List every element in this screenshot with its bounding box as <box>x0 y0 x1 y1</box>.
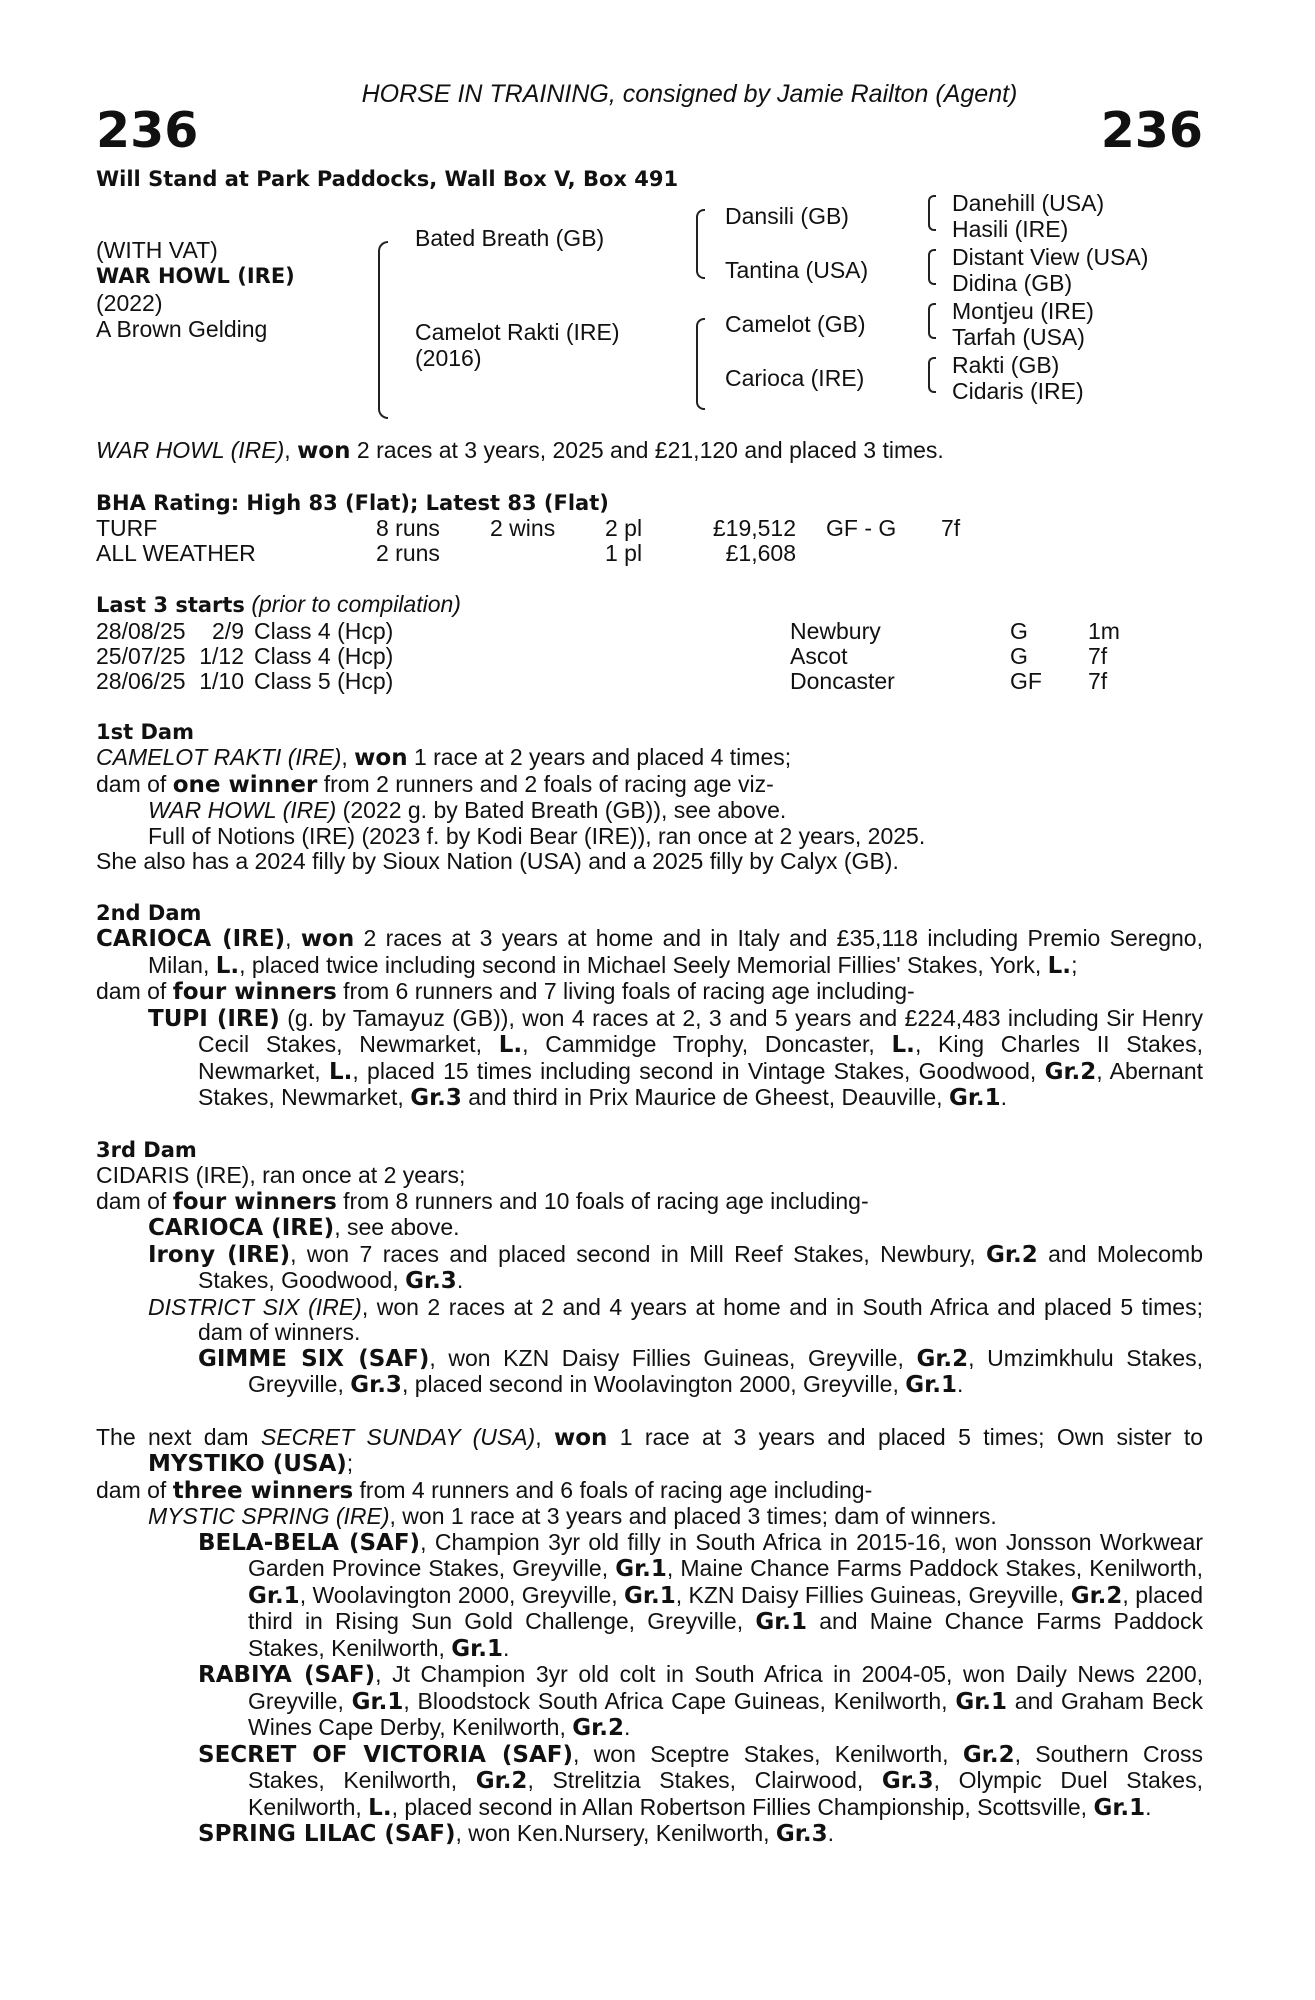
start-date: 28/08/25 <box>96 617 186 644</box>
vat-note: (WITH VAT) <box>96 237 218 263</box>
text-run: . <box>502 1634 510 1661</box>
grade-label: L. <box>328 1058 353 1085</box>
grade-label: Gr.3 <box>410 1085 462 1111</box>
grandsire-maternal: Camelot (GB) <box>725 311 866 337</box>
text-run: from 6 runners and 7 living foals of racing age including- <box>336 978 915 1004</box>
record-prize: £1,608 <box>725 540 796 566</box>
text-run: dam of <box>96 1187 173 1214</box>
text-run: , <box>535 1423 554 1450</box>
text-run: . <box>456 1267 464 1293</box>
gen3-ancestor-8: Cidaris (IRE) <box>952 378 1084 404</box>
first-dam-section: 1st Dam CAMELOT RAKTI (IRE), won 1 race at 2 years and placed 4 times; dam of one winner from 2 runners and 2 foals of racing age viz- WAR HOWL (IRE) (2022 g. by Bated Breath (GB)), see above. Full of Notions (IRE) (2023 f. by Kodi Bear (IRE)), ran once at 2 years, 2025. She also has a 2024 filly by Sioux Nation (USA) and a 2025 filly by Calyx (GB). <box>96 720 1203 875</box>
grade-label: L. <box>1047 952 1072 979</box>
consignor-header: HORSE IN TRAINING, consigned by Jamie Railton (Agent) <box>361 80 1018 108</box>
text-run: . <box>956 1371 964 1397</box>
text-run: , Strelitzia Stakes, Clairwood, <box>527 1767 882 1793</box>
grade-label: Gr.3 <box>350 1372 402 1398</box>
start-class: Class 5 (Hcp) <box>254 667 394 694</box>
won-label: won <box>300 926 355 952</box>
text-run: , won 2 races at 2 and 4 years at home and in South Africa and placed 5 times; dam of winners. <box>198 1293 1203 1345</box>
start-course: Doncaster <box>790 667 895 694</box>
granddam-paternal: Tantina (USA) <box>725 257 869 283</box>
table-row <box>96 644 1120 669</box>
table-row <box>96 619 1120 644</box>
gen3-ancestor-1: Danehill (USA) <box>952 190 1105 216</box>
grade-label: Gr.1 <box>1093 1794 1146 1821</box>
won-label: won <box>553 1424 608 1451</box>
dam-entry: CIDARIS (IRE), ran once at 2 years; <box>96 1162 466 1188</box>
record-runs: 2 runs <box>376 540 440 566</box>
text-run: , Umzimkhulu Stakes, Greyville, <box>248 1344 1204 1397</box>
text-run: ; <box>346 1450 354 1476</box>
summary-won: won <box>297 438 351 464</box>
table-row <box>96 516 960 541</box>
record-prize: £19,512 <box>712 515 796 541</box>
produce-name: RABIYA (SAF) <box>198 1662 376 1688</box>
grade-label: Gr.1 <box>351 1688 404 1715</box>
produce-name: CARIOCA (IRE) <box>148 1215 335 1241</box>
produce-note: She also has a 2024 filly by Sioux Nation (USA) and a 2025 filly by Calyx (GB). <box>96 848 899 874</box>
next-dam-section <box>96 1425 1203 1848</box>
text-run: dam of <box>96 1476 173 1503</box>
grade-label: L. <box>891 1032 915 1058</box>
dam-line-brace <box>696 318 705 410</box>
record-distance <box>941 541 960 566</box>
text-run: , Woolavington 2000, Greyville, <box>299 1581 625 1608</box>
table-row <box>96 669 1120 694</box>
bha-rating-heading: BHA Rating: High 83 (Flat); Latest 83 (Flat) <box>96 490 609 515</box>
record-runs: 8 runs <box>376 515 440 541</box>
text-run: , Jt Champion 3yr old colt in South Africa in 2004-05, won Daily News 2200, Greyville, <box>248 1661 1203 1714</box>
produce-name: SECRET OF VICTORIA (SAF) <box>198 1741 573 1768</box>
grade-label: Gr.1 <box>755 1609 807 1635</box>
second-dam-section: 2nd Dam CARIOCA (IRE), won 2 races at 3 years at home and in Italy and £35,118 including Premio Seregno, Milan, L., placed twice including second in Michael Seely Memorial Fillies' Stakes, York, L.; dam of four winners from 6 runners and 7 living foals of racing age including- TUPI (IRE) (g. by Tamayuz (GB)), won 4 races at 2, 3 and 5 years and £224,483 including Sir Henry Cecil Stakes, Newmarket, L., Cammidge Trophy, Doncaster, L., King Charles II Stakes, Newmarket, L., placed 15 times including second in Vintage Stakes, Goodwood, Gr.2, Abernant Stakes, Newmarket, Gr.3 and third in Prix Maurice de Gheest, Deauville, Gr.1. <box>96 900 1204 1111</box>
text-run: (g. by Tamayuz (GB)), won 4 races at 2, 3 and 5 years and £224,483 including Sir Henry Cecil Stakes, Newmarket, <box>198 1004 1204 1057</box>
record-surface: ALL WEATHER <box>96 540 256 566</box>
grade-label: L. <box>368 1794 392 1821</box>
grandsire-paternal: Dansili (GB) <box>725 203 849 229</box>
dam-name: SECRET SUNDAY (USA) <box>260 1423 536 1450</box>
text-run: , King Charles II Stakes, Newmarket, <box>198 1031 1203 1084</box>
record-surface: TURF <box>96 515 158 541</box>
rating-section <box>96 491 1203 567</box>
winners-count: four winners <box>172 1188 337 1215</box>
grade-label: Gr.2 <box>1070 1582 1123 1609</box>
produce-text: (2022 g. by Bated Breath (GB)), see above. <box>336 797 787 823</box>
gen3-ancestor-3: Distant View (USA) <box>952 244 1149 270</box>
dam-record: 1 race at 2 years and placed 4 times; <box>407 744 792 770</box>
dam-year: (2016) <box>415 345 482 371</box>
text-run: . <box>623 1714 631 1740</box>
gen3-ancestor-6: Tarfah (USA) <box>952 324 1085 350</box>
gen3-ancestor-2: Hasili (IRE) <box>952 216 1069 242</box>
grade-label: Gr.2 <box>986 1241 1038 1268</box>
sibling-name: MYSTIKO (USA) <box>148 1451 347 1477</box>
start-going: GF <box>1010 667 1042 694</box>
text-run: from 4 runners and 6 foals of racing age including- <box>353 1476 873 1503</box>
third-dam-section <box>96 1138 1203 1399</box>
pedigree-table <box>96 191 1203 416</box>
grade-label: Gr.1 <box>955 1688 1007 1715</box>
produce-name: DISTRICT SIX (IRE) <box>148 1293 362 1320</box>
text-run: , Maine Chance Farms Paddock Stakes, Kenilworth, <box>666 1555 1203 1581</box>
text-run: , won Ken.Nursery, Kenilworth, <box>455 1820 776 1846</box>
grade-label: Gr.2 <box>916 1345 969 1372</box>
grade-label: Gr.1 <box>615 1556 667 1582</box>
start-date: 28/06/25 <box>96 667 186 694</box>
sire-line-brace <box>696 209 705 279</box>
last-starts-section <box>96 592 1203 694</box>
start-distance: 7f <box>1088 642 1108 669</box>
text-run: , won Sceptre Stakes, Kenilworth, <box>572 1740 963 1767</box>
start-date: 25/07/25 <box>96 642 186 669</box>
text-run: , Southern Cross Stakes, Kenilworth, <box>248 1740 1204 1793</box>
text-run: dam of <box>96 978 173 1004</box>
text-run: from 2 runners and 2 foals of racing age viz- <box>317 770 774 797</box>
won-label: won <box>354 745 408 771</box>
text-run: and Maine Chance Farms Paddock Stakes, Kenilworth, <box>248 1608 1203 1661</box>
gen3-brace-2 <box>928 249 936 285</box>
text-run: . <box>1145 1793 1152 1820</box>
text-run: 1 race at 3 years and placed 5 times; Own sister to <box>607 1423 1204 1450</box>
dam-name: CARIOCA (IRE) <box>96 926 286 952</box>
text-run: , Champion 3yr old filly in South Africa in 2015-16, won Jonsson Workwear Garden Province Stakes, Greyville, <box>248 1528 1203 1581</box>
horse-name: WAR HOWL (IRE) <box>96 264 295 288</box>
start-going: G <box>1010 617 1028 644</box>
race-summary: WAR HOWL (IRE), won 2 races at 3 years, 2025 and £21,120 and placed 3 times. <box>96 437 944 464</box>
text-run: , KZN Daisy Fillies Guineas, Greyville, <box>675 1581 1071 1608</box>
text-run: , placed second in Allan Robertson Fillies Championship, Scottsville, <box>391 1793 1094 1820</box>
grade-label: L. <box>215 952 240 979</box>
record-going: GF - G <box>826 515 897 541</box>
gen3-ancestor-4: Didina (GB) <box>952 270 1073 296</box>
grade-label: Gr.1 <box>248 1582 300 1609</box>
dam-name: CAMELOT RAKTI (IRE) <box>96 744 342 770</box>
summary-text: 2 races at 3 years, 2025 and £21,120 and placed 3 times. <box>350 437 944 463</box>
grade-label: Gr.1 <box>451 1635 503 1662</box>
text-run: , won 1 race at 3 years and placed 3 times; dam of winners. <box>389 1503 997 1529</box>
horse-year: (2022) <box>96 290 163 316</box>
grade-label: Gr.1 <box>624 1582 676 1609</box>
start-going: G <box>1010 642 1028 669</box>
text-run: , placed 15 times including second in Vintage Stakes, Goodwood, <box>352 1057 1045 1084</box>
race-record-table <box>96 516 960 566</box>
produce-name: WAR HOWL (IRE) <box>148 797 337 823</box>
sire-dam-brace <box>378 241 388 419</box>
grade-label: Gr.3 <box>881 1768 934 1794</box>
lot-number-left: 236 <box>96 102 199 159</box>
summary-horse-name: WAR HOWL (IRE) <box>96 437 285 463</box>
text-run: , Bloodstock South Africa Cape Guineas, Kenilworth, <box>403 1687 956 1714</box>
produce-name: Irony (IRE) <box>148 1241 291 1268</box>
start-distance: 1m <box>1088 617 1120 644</box>
grade-label: Gr.2 <box>962 1741 1015 1768</box>
text-run: , Olympic Duel Stakes, Kenilworth, <box>248 1767 1203 1820</box>
record-places: 1 pl <box>605 540 643 566</box>
gen3-brace-4 <box>928 357 936 393</box>
grade-label: L. <box>498 1032 523 1058</box>
gen3-ancestor-5: Montjeu (IRE) <box>952 298 1094 324</box>
text-run: dam of <box>96 770 173 797</box>
second-dam-heading: 2nd Dam <box>96 900 202 925</box>
start-class: Class 4 (Hcp) <box>254 617 394 644</box>
third-dam-heading: 3rd Dam <box>96 1137 197 1162</box>
record-going <box>826 541 941 566</box>
text-run: , placed second in Woolavington 2000, Greyville, <box>401 1371 906 1397</box>
text-run: The next dam <box>96 1423 261 1450</box>
first-dam-heading: 1st Dam <box>96 719 194 744</box>
record-places: 2 pl <box>605 515 643 541</box>
text-run: , see above. <box>334 1214 460 1240</box>
text-run: , won 7 races and placed second in Mill Reef Stakes, Newbury, <box>290 1240 987 1267</box>
record-wins: 2 wins <box>490 515 556 541</box>
record-distance: 7f <box>941 515 961 541</box>
start-distance: 7f <box>1088 667 1108 694</box>
text-run: . <box>827 1820 834 1846</box>
text-run: from 8 runners and 10 foals of racing age including- <box>336 1187 869 1214</box>
grade-label: Gr.3 <box>405 1268 457 1294</box>
catalogue-page <box>96 80 1203 1848</box>
last-starts-note: (prior to compilation) <box>244 591 461 617</box>
last-starts-table <box>96 619 1120 694</box>
text-run: , placed third in Rising Sun Gold Challenge, Greyville, <box>248 1581 1203 1634</box>
text-run: and third in Prix Maurice de Gheest, Deauville, <box>461 1084 949 1110</box>
table-row <box>96 541 960 566</box>
text-run: 2 races at 3 years at home and in Italy and £35,118 including Premio Seregno, Milan, <box>148 925 1203 978</box>
text-run: , placed twice including second in Michael Seely Memorial Fillies' Stakes, York, <box>239 951 1048 978</box>
gen3-brace-3 <box>928 303 936 339</box>
start-position: 1/12 <box>199 642 244 669</box>
grade-label: Gr.2 <box>475 1768 528 1794</box>
stand-location: Will Stand at Park Paddocks, Wall Box V, Box 491 <box>96 167 679 191</box>
lot-number-right: 236 <box>1100 102 1203 159</box>
sire-name: Bated Breath (GB) <box>415 225 605 251</box>
record-wins <box>490 541 605 566</box>
grade-label: Gr.3 <box>775 1821 828 1847</box>
produce-entry: Full of Notions (IRE) (2023 f. by Kodi Bear (IRE)), ran once at 2 years, 2025. <box>148 822 926 849</box>
text-run: and Graham Beck Wines Cape Derby, Kenilworth, <box>248 1687 1203 1740</box>
grade-label: Gr.2 <box>572 1715 624 1741</box>
text-run: , won KZN Daisy Fillies Guineas, Greyville, <box>429 1344 917 1371</box>
produce-name: GIMME SIX (SAF) <box>198 1345 430 1372</box>
start-course: Newbury <box>790 617 881 644</box>
dam-name: Camelot Rakti (IRE) <box>415 319 620 345</box>
granddam-maternal: Carioca (IRE) <box>725 365 865 391</box>
winners-count: one winner <box>172 771 318 798</box>
start-class: Class 4 (Hcp) <box>254 642 394 669</box>
produce-name: BELA-BELA (SAF) <box>198 1529 421 1556</box>
lot-number-row <box>96 102 1203 159</box>
grade-label: Gr.1 <box>948 1085 1001 1111</box>
text-run: and Molecomb Stakes, Goodwood, <box>198 1240 1203 1293</box>
start-course: Ascot <box>790 642 848 669</box>
text-run: ; <box>1071 951 1078 978</box>
start-position: 2/9 <box>212 617 244 644</box>
produce-name: TUPI (IRE) <box>148 1005 280 1032</box>
horse-description: A Brown Gelding <box>96 316 268 342</box>
produce-name: MYSTIC SPRING (IRE) <box>148 1503 390 1529</box>
grade-label: Gr.1 <box>905 1372 957 1398</box>
produce-name: SPRING LILAC (SAF) <box>198 1821 456 1847</box>
winners-count: four winners <box>172 979 337 1005</box>
gen3-ancestor-7: Rakti (GB) <box>952 352 1060 378</box>
gen3-brace-1 <box>928 195 936 231</box>
last-starts-heading: Last 3 starts <box>96 593 245 617</box>
start-position: 1/10 <box>199 667 244 694</box>
text-run: . <box>1000 1084 1008 1110</box>
text-run: , Cammidge Trophy, Doncaster, <box>522 1031 892 1057</box>
grade-label: Gr.2 <box>1044 1058 1097 1085</box>
text-run: , Abernant Stakes, Newmarket, <box>198 1057 1204 1110</box>
winners-count: three winners <box>172 1477 354 1504</box>
